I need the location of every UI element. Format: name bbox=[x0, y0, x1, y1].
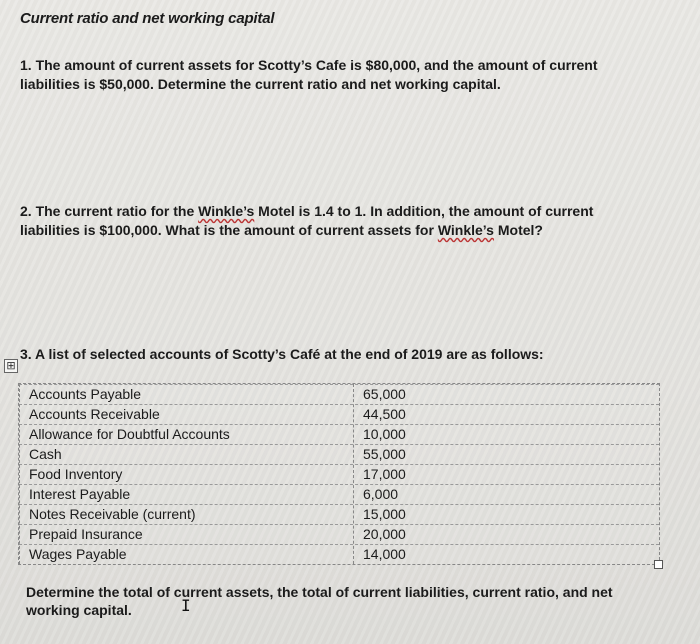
account-amount: 65,000 bbox=[363, 386, 406, 402]
account-name: Food Inventory bbox=[29, 466, 123, 482]
question-2-text-start: 2. The current ratio for the bbox=[20, 203, 199, 219]
table-row bbox=[19, 484, 659, 504]
spelling-flag-winkles-2[interactable]: Winkle’s bbox=[437, 222, 494, 238]
account-name: Notes Receivable (current) bbox=[29, 506, 196, 522]
table-row bbox=[19, 404, 659, 424]
table-row bbox=[19, 504, 659, 524]
account-name: Interest Payable bbox=[29, 486, 131, 502]
table-row bbox=[19, 464, 659, 484]
account-amount: 10,000 bbox=[363, 426, 406, 442]
document-title: Current ratio and net working capital bbox=[20, 10, 275, 27]
question-2 bbox=[20, 202, 620, 240]
account-amount: 55,000 bbox=[363, 446, 406, 462]
account-amount: 20,000 bbox=[363, 526, 406, 542]
account-amount: 6,000 bbox=[363, 486, 399, 502]
table-row bbox=[19, 544, 659, 564]
account-amount: 15,000 bbox=[363, 506, 406, 522]
text-cursor-icon: I bbox=[181, 596, 191, 615]
question-2-text-end: Motel? bbox=[493, 222, 543, 238]
account-name: Allowance for Doubtful Accounts bbox=[29, 426, 230, 442]
account-name: Cash bbox=[29, 446, 62, 462]
final-prompt: Determine the total of current assets, the total of current liabilities, current ratio, and net working capital. bbox=[26, 584, 613, 618]
account-name: Accounts Payable bbox=[29, 386, 142, 402]
account-amount: 14,000 bbox=[363, 546, 406, 562]
table-row bbox=[19, 524, 659, 544]
account-name: Prepaid Insurance bbox=[29, 526, 143, 542]
accounts-table[interactable] bbox=[18, 383, 660, 565]
question-3: 3. A list of selected accounts of Scotty’s Café at the end of 2019 are as follows: bbox=[20, 346, 544, 362]
question-1: 1. The amount of current assets for Scotty’s Cafe is $80,000, and the amount of current liabilities is $50,000. Determine the current ratio and net working capital. bbox=[20, 57, 598, 92]
question-2-text-middle: Motel is 1.4 to 1. In addition, the amount of current liabilities is $100,000. What is the amount of current assets for bbox=[20, 203, 594, 238]
table-row bbox=[19, 444, 659, 464]
account-amount: 44,500 bbox=[363, 406, 406, 422]
account-amount: 17,000 bbox=[363, 466, 406, 482]
table-row bbox=[19, 384, 659, 404]
spelling-flag-winkles[interactable]: Winkle’s bbox=[198, 203, 255, 219]
account-name: Accounts Receivable bbox=[29, 406, 160, 422]
account-name: Wages Payable bbox=[29, 546, 127, 562]
table-resize-handle[interactable] bbox=[654, 560, 663, 569]
table-move-handle-icon[interactable]: ⊞ bbox=[4, 359, 18, 373]
table-row bbox=[19, 424, 659, 444]
